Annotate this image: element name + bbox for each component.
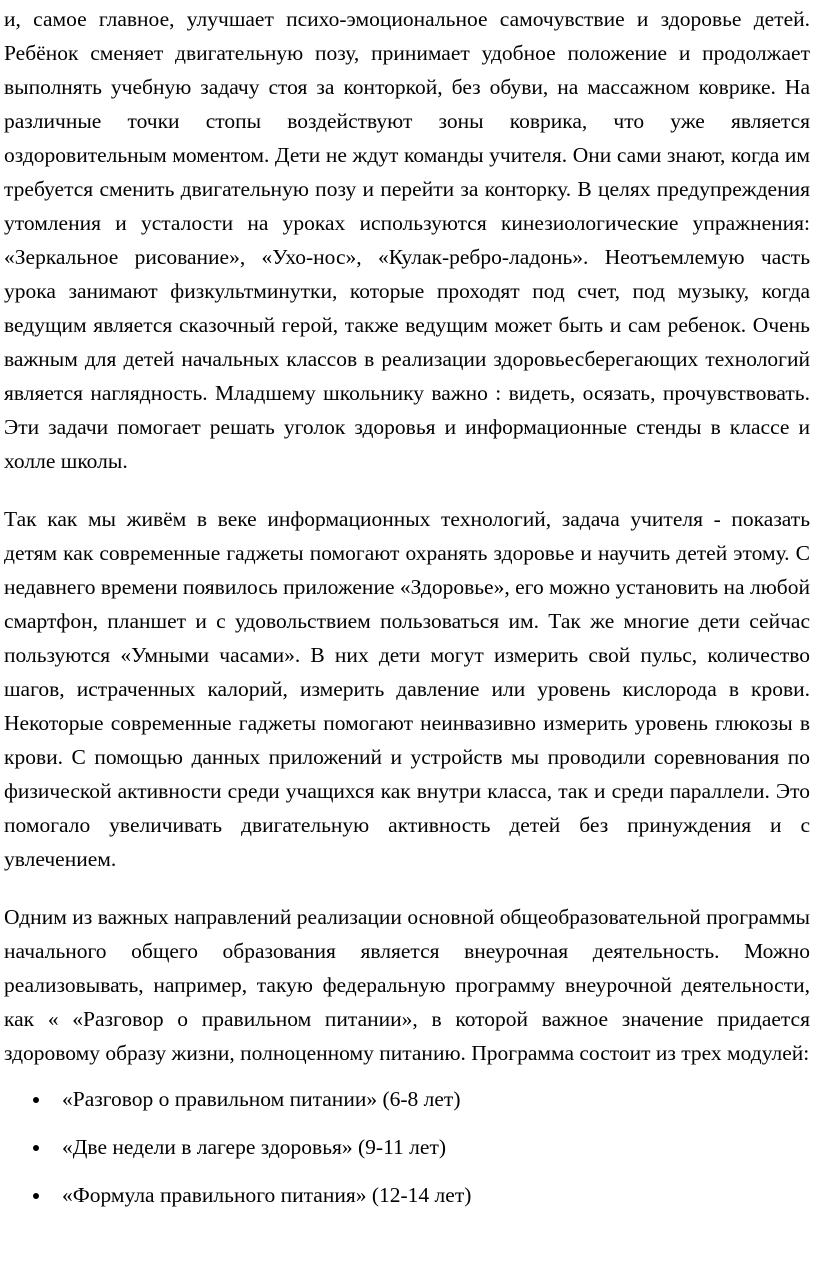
module-label: «Формула правильного питания» (12-14 лет) (62, 1183, 472, 1207)
paragraph-gadgets: Так как мы живём в веке информационных технологий, задача учителя - показать детям как современные гаджеты помогают охранять здоровье и научить детей этому. С недавнего времени появилось приложение «Здоровье», его можно установить на любой смартфон, планшет и с удовольствием пользоваться им. Так же многие дети сейчас пользуются «Умными часами». В них дети могут измерить свой пульс, количество шагов, истраченных калорий, измерить давление или уровень кислорода в крови. Некоторые современные гаджеты помогают неинвазивно измерить уровень глюкозы в крови. С помощью данных приложений и устройств мы проводили соревнования по физической активности среди учащихся как внутри класса, так и среди параллели. Это помогало увеличивать двигательную активность детей без принуждения и с увлечением. (4, 507, 810, 871)
list-item (4, 1178, 810, 1226)
module-label: «Две недели в лагере здоровья» (9-11 лет) (62, 1135, 446, 1159)
list-item (4, 1082, 810, 1130)
bullet-icon (33, 1193, 39, 1199)
list-item (4, 1130, 810, 1178)
paragraph-health-technologies: и, самое главное, улучшает психо-эмоциональное самочувствие и здоровье детей. Ребёнок сменяет двигательную позу, принимает удобное положение и продолжает выполнять учебную задачу стоя за конторкой, без обуви, на массажном коврике. На различные точки стопы воздействуют зоны коврика, что уже является оздоровительным моментом. Дети не ждут команды учителя. Они сами знают, когда им требуется сменить двигательную позу и перейти за конторку. В целях предупреждения утомления и усталости на уроках используются кинезиологические упражнения: «Зеркальное рисование», «Ухо-нос», «Кулак-ребро-ладонь». Неотъемлемую часть урока занимают физкультминутки, которые проходят под счет, под музыку, когда ведущим является сказочный герой, также ведущим может быть и сам ребенок. Очень важным для детей начальных классов в реализации здоровьесберегающих технологий является наглядность. Младшему школьнику важно : видеть, осязать, прочувствовать. Эти задачи помогает решать уголок здоровья и информационные стенды в классе и холле школы. (4, 7, 810, 473)
modules-list (4, 1082, 810, 1226)
bullet-icon (33, 1145, 39, 1151)
paragraph-extracurricular: Одним из важных направлений реализации основной общеобразовательной программы начального общего образования является внеурочная деятельность. Можно реализовывать, например, такую федеральную программу внеурочной деятельности, как « «Разговор о правильном питании», в которой важное значение придается здоровому образу жизни, полноценному питанию. Программа состоит из трех модулей: (4, 905, 810, 1065)
module-label: «Разговор о правильном питании» (6-8 лет) (62, 1087, 461, 1111)
bullet-icon (33, 1097, 39, 1103)
